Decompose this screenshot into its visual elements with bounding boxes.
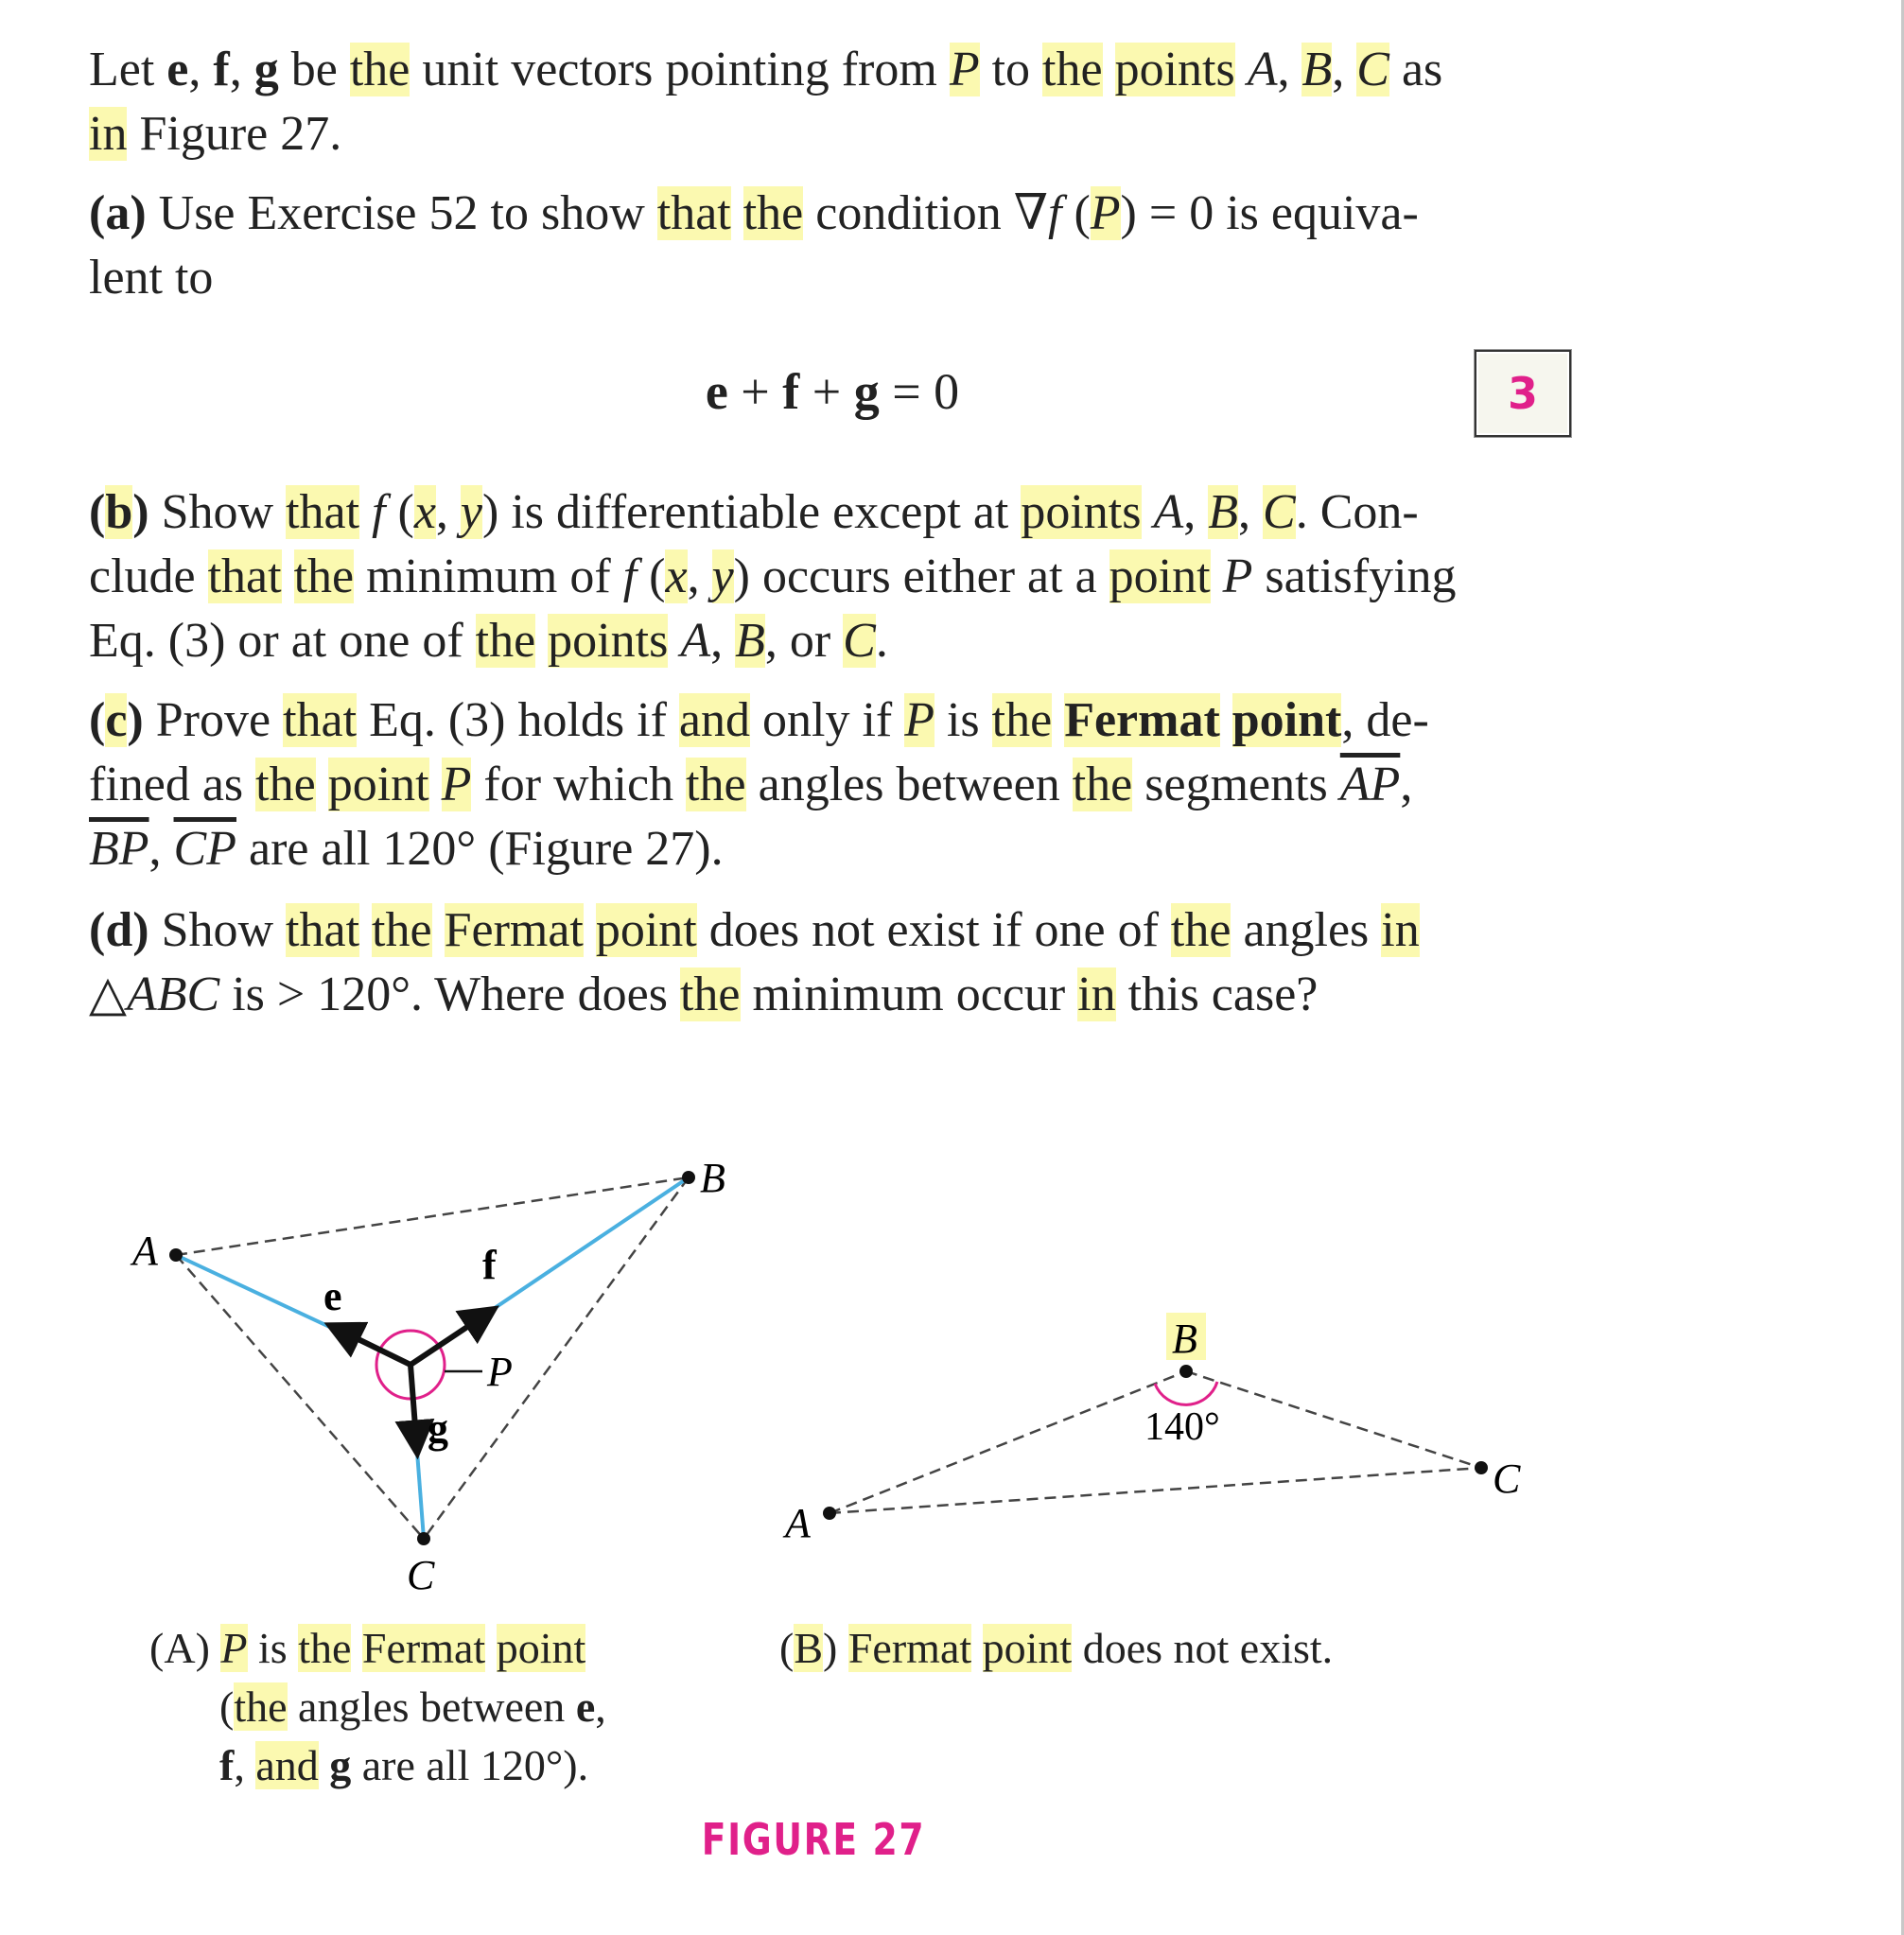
label-c: C xyxy=(407,1552,435,1598)
label-b: B xyxy=(1172,1316,1197,1362)
part-c-paragraph: (c) Prove that Eq. (3) holds if and only if P is the Fermat point, de- fined as the point P for which the angles between the segments $\overline{AP}$, $\overline{BP}$, $\overline{CP}$ are all 120° (Figure 27). xyxy=(89,693,1429,876)
dashed-side-ac xyxy=(176,1255,424,1539)
point-a-dot xyxy=(169,1248,183,1262)
label-b: B xyxy=(700,1155,725,1201)
figure-27a-diagram xyxy=(0,1116,851,1608)
part-d-paragraph: (d) Show that the Fermat point does not exist if one of the angles in △ABC is > 120°. Where does the minimum occur in this case? xyxy=(89,903,1420,1021)
equation-3: e + f + g = 0 xyxy=(705,363,960,420)
equation-number-box: 3 xyxy=(1475,350,1571,437)
label-a: A xyxy=(785,1500,811,1546)
dashed-side-bc xyxy=(424,1177,689,1539)
label-vector-f: f xyxy=(482,1242,497,1288)
point-c-dot xyxy=(1475,1461,1488,1474)
figure-title: FIGURE 27 xyxy=(701,1814,926,1865)
dashed-side-ab xyxy=(830,1371,1186,1513)
label-c: C xyxy=(1493,1456,1521,1502)
point-b-dot xyxy=(682,1171,695,1184)
label-p: P xyxy=(487,1349,513,1395)
vector-f-arrow xyxy=(410,1310,493,1365)
figure-27b-diagram xyxy=(757,1305,1589,1551)
label-angle-140: 140° xyxy=(1144,1405,1220,1449)
label-a: A xyxy=(132,1228,158,1274)
label-vector-e: e xyxy=(323,1273,342,1319)
point-b-dot xyxy=(1179,1365,1193,1378)
part-a-paragraph: (a) Use Exercise 52 to show that the condition ∇f (P) = 0 is equiva- lent to xyxy=(89,186,1419,305)
angle-arc-b xyxy=(1155,1382,1217,1404)
dashed-side-ac xyxy=(830,1468,1481,1513)
dashed-side-bc xyxy=(1186,1371,1481,1468)
vector-g-arrow xyxy=(410,1365,417,1452)
dashed-side-ab xyxy=(176,1177,689,1255)
intro-paragraph: Let e, f, g be the unit vectors pointing from P to the points A, B, C as in Figure 27. xyxy=(89,43,1443,161)
caption-b: (B) Fermat point does not exist. xyxy=(779,1624,1334,1672)
part-b-paragraph: (b) Show that f (x, y) is differentiable except at points A, B, C. Con- clude that the minimum of f (x, y) occurs either at a point P satisfying Eq. (3) or at one of the points A, B, or C. xyxy=(89,485,1457,668)
point-a-dot xyxy=(823,1507,836,1520)
caption-a: (A) P is the Fermat point (the angles between e, f, and g are all 120°). xyxy=(149,1624,606,1789)
point-c-dot xyxy=(417,1532,430,1545)
label-vector-g: g xyxy=(428,1405,448,1452)
